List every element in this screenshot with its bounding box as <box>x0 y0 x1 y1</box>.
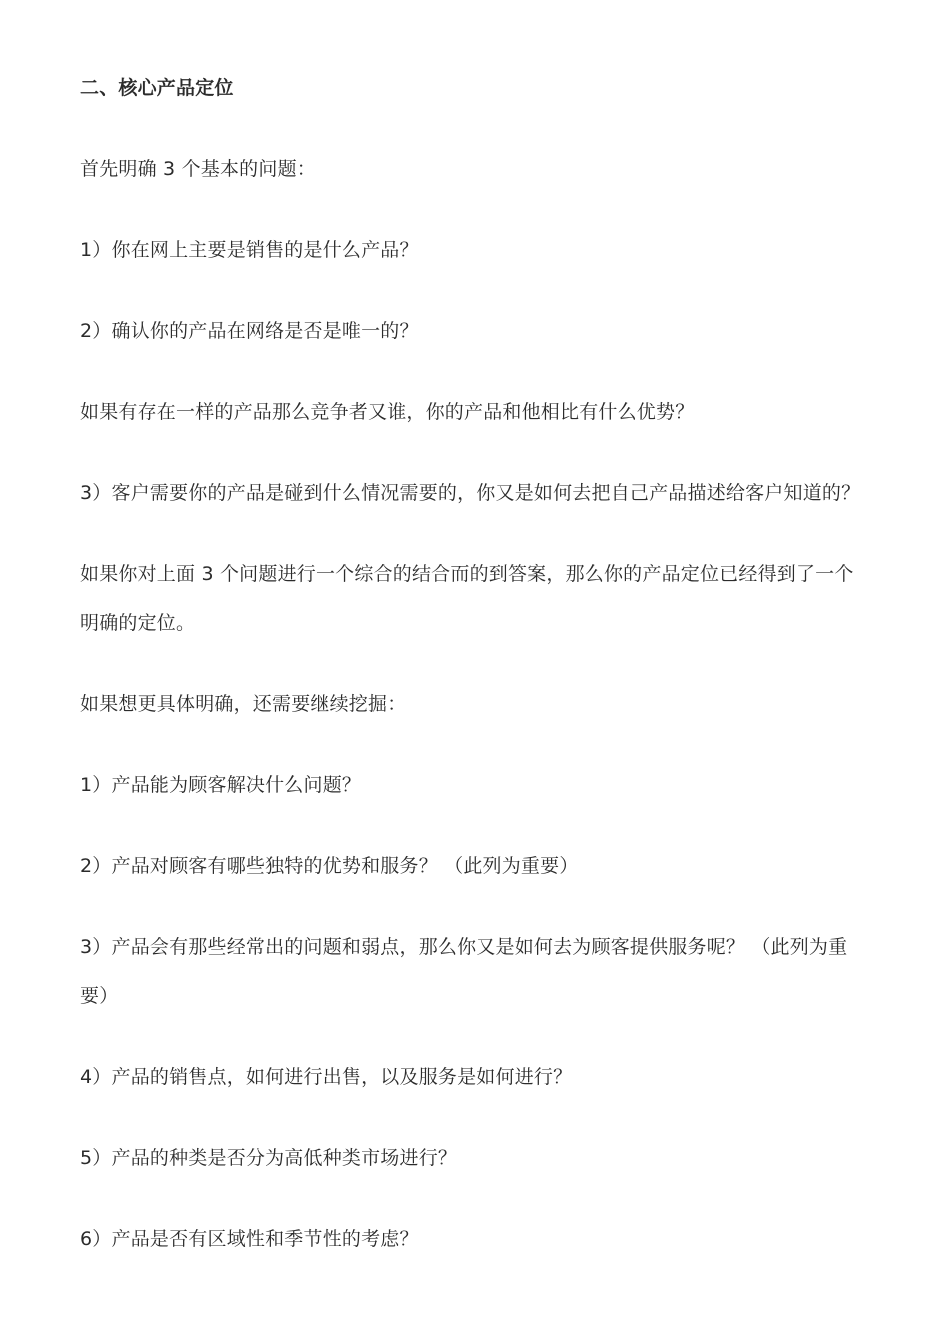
question-2: 2）确认你的产品在网络是否是唯一的？ <box>80 320 419 342</box>
dig-deeper-paragraph: 如果想更具体明确，还需要继续挖掘： <box>80 693 407 715</box>
question-1: 1）你在网上主要是销售的是什么产品？ <box>80 239 419 261</box>
detail-3-line-2: 要） <box>80 985 119 1007</box>
intro-paragraph: 首先明确 3 个基本的问题： <box>80 158 316 180</box>
summary-paragraph-line-2: 明确的定位。 <box>80 612 196 634</box>
detail-2: 2）产品对顾客有哪些独特的优势和服务？ （此列为重要） <box>80 855 579 877</box>
question-3: 3）客户需要你的产品是碰到什么情况需要的，你又是如何去把自己产品描述给客户知道的？ <box>80 482 861 504</box>
summary-paragraph-line-1: 如果你对上面 3 个问题进行一个综合的结合而的到答案，那么你的产品定位已经得到了一个 <box>80 563 854 585</box>
competitor-paragraph: 如果有存在一样的产品那么竞争者又谁，你的产品和他相比有什么优势？ <box>80 401 695 423</box>
detail-6: 6）产品是否有区域性和季节性的考虑？ <box>80 1228 419 1250</box>
detail-1: 1）产品能为顾客解决什么问题？ <box>80 774 362 796</box>
detail-4: 4）产品的销售点，如何进行出售，以及服务是如何进行？ <box>80 1066 573 1088</box>
detail-3-line-1: 3）产品会有那些经常出的问题和弱点，那么你又是如何去为顾客提供服务呢？ （此列为重 <box>80 936 848 958</box>
detail-5: 5）产品的种类是否分为高低种类市场进行？ <box>80 1147 458 1169</box>
section-heading: 二、核心产品定位 <box>80 77 234 99</box>
